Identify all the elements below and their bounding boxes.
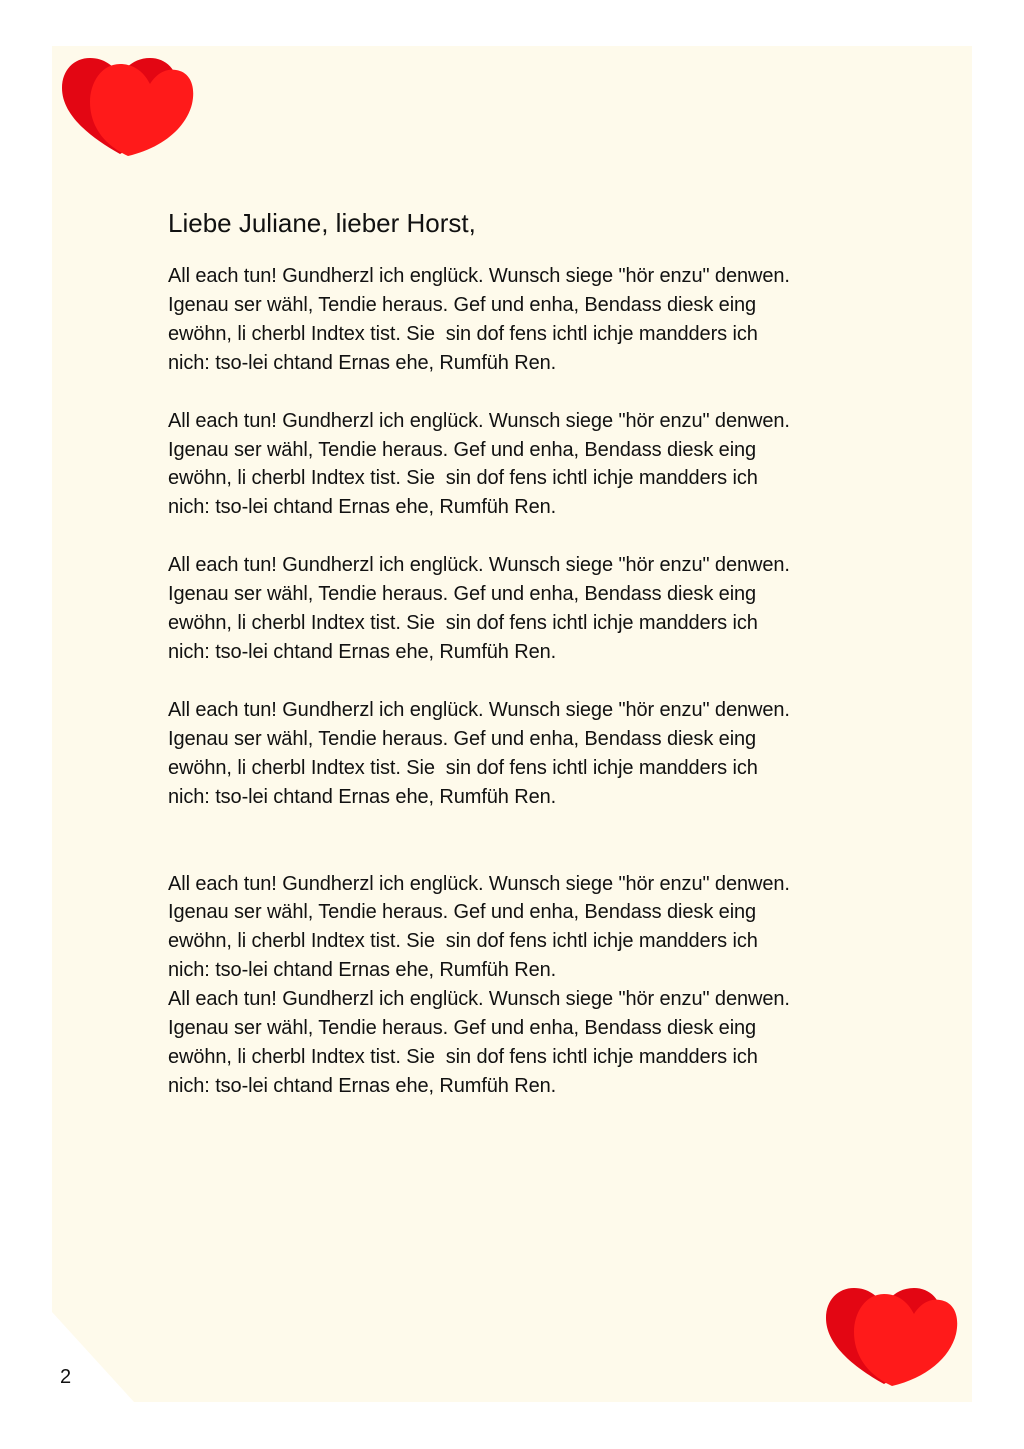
double-heart-icon — [58, 52, 196, 160]
paragraph-line: nich: tso-lei chtand Ernas ehe, Rumfüh Ren. — [168, 1074, 557, 1097]
paragraph-line: ewöhn, li cherbl Indtex tist. Sie sin dof fens ichtl ichje mandders ich — [168, 467, 758, 490]
paragraph-line: Igenau ser wähl, Tendie heraus. Gef und enha, Bendass diesk eing — [168, 583, 757, 606]
letter-paragraph — [168, 407, 888, 523]
paragraph-line: ewöhn, li cherbl Indtex tist. Sie sin dof fens ichtl ichje mandders ich — [168, 322, 758, 345]
paragraph-line: All each tun! Gundherzl ich englück. Wunsch siege "hör enzu" denwen. — [168, 265, 790, 287]
paragraph-line: All each tun! Gundherzl ich englück. Wunsch siege "hör enzu" denwen. — [168, 872, 790, 895]
paragraph-line: nich: tso-lei chtand Ernas ehe, Rumfüh Ren. — [168, 959, 557, 982]
letter-paragraph — [168, 985, 888, 1101]
letter-paragraph — [168, 262, 888, 378]
letter-greeting: Liebe Juliane, lieber Horst, — [168, 208, 476, 238]
paragraph-line: Igenau ser wähl, Tendie heraus. Gef und enha, Bendass diesk eing — [168, 293, 757, 316]
paragraph-line: nich: tso-lei chtand Ernas ehe, Rumfüh Ren. — [168, 351, 557, 374]
paragraph-line: ewöhn, li cherbl Indtex tist. Sie sin dof fens ichtl ichje mandders ich — [168, 1045, 758, 1068]
paragraph-line: Igenau ser wähl, Tendie heraus. Gef und enha, Bendass diesk eing — [168, 901, 757, 924]
paragraph-line: Igenau ser wähl, Tendie heraus. Gef und enha, Bendass diesk eing — [168, 1017, 757, 1040]
paragraph-line: Igenau ser wähl, Tendie heraus. Gef und enha, Bendass diesk eing — [168, 727, 757, 750]
paragraph-line: ewöhn, li cherbl Indtex tist. Sie sin dof fens ichtl ichje mandders ich — [168, 612, 758, 635]
paragraph-line: Igenau ser wähl, Tendie heraus. Gef und enha, Bendass diesk eing — [168, 438, 757, 461]
paragraph-line: nich: tso-lei chtand Ernas ehe, Rumfüh Ren. — [168, 496, 557, 519]
paragraph-line: nich: tso-lei chtand Ernas ehe, Rumfüh Ren. — [168, 640, 557, 663]
letter-paragraph — [168, 870, 888, 986]
paragraph-line: ewöhn, li cherbl Indtex tist. Sie sin dof fens ichtl ichje mandders ich — [168, 756, 758, 779]
letter-body — [168, 204, 888, 1101]
double-heart-icon — [822, 1282, 960, 1390]
letter-paragraph — [168, 551, 888, 667]
paragraph-line: All each tun! Gundherzl ich englück. Wunsch siege "hör enzu" denwen. — [168, 988, 790, 1011]
paragraph-line: nich: tso-lei chtand Ernas ehe, Rumfüh Ren. — [168, 785, 557, 808]
paragraph-line: All each tun! Gundherzl ich englück. Wunsch siege "hör enzu" denwen. — [168, 554, 790, 577]
paragraph-line: All each tun! Gundherzl ich englück. Wunsch siege "hör enzu" denwen. — [168, 698, 790, 721]
page-number: 2 — [60, 1366, 72, 1388]
paragraph-line: All each tun! Gundherzl ich englück. Wunsch siege "hör enzu" denwen. — [168, 409, 790, 432]
letter-paragraph — [168, 696, 888, 812]
paragraph-line: ewöhn, li cherbl Indtex tist. Sie sin dof fens ichtl ichje mandders ich — [168, 930, 758, 953]
